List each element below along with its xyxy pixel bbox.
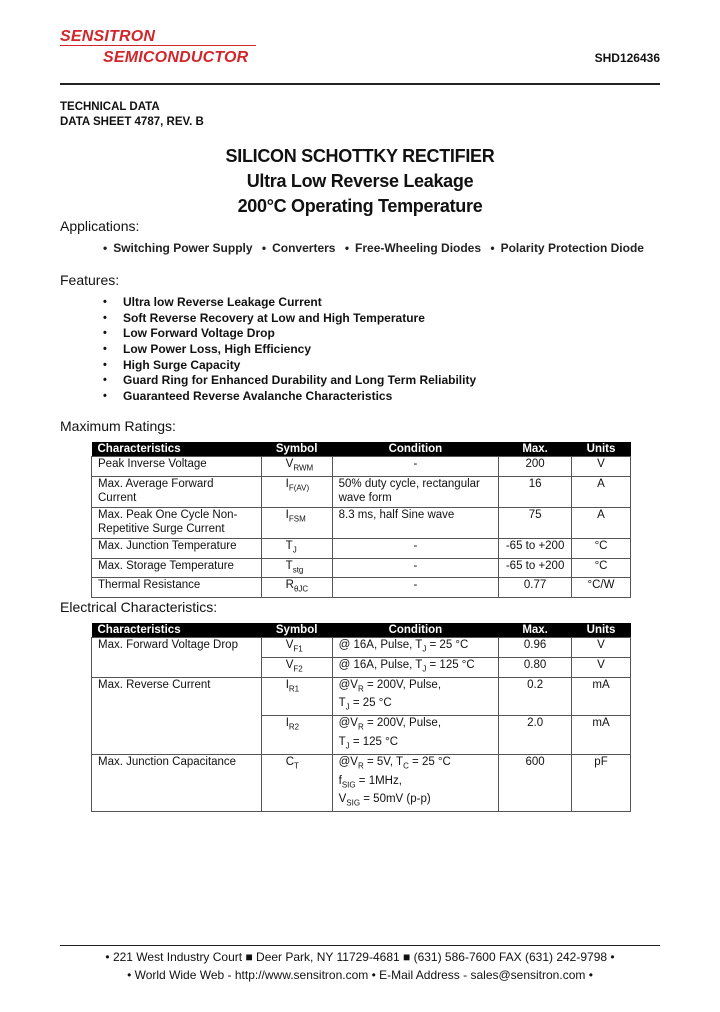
applications-heading: Applications: [60,218,140,234]
unit-cell: A [572,476,631,507]
condition-cell: - [332,558,499,578]
column-header: Symbol [261,442,332,457]
characteristic-cell: Max. Junction Temperature [92,538,262,558]
unit-cell: mA [572,677,631,716]
condition-cell: $@V_R = 200V$, Pulse, $T_J = 125$ °C [332,716,499,755]
application-item: Polarity Protection Diode [500,241,644,255]
feature-item: • Guard Ring for Enhanced Durability and Long Term Reliability [103,373,476,389]
symbol-cell: $R_{\theta JC}$ [261,578,332,598]
feature-item: • Guaranteed Reverse Avalanche Characteristics [103,389,476,405]
symbol-cell: $V_{F1}$ [261,638,332,658]
max-cell: 16 [499,476,572,507]
electrical-table [91,623,631,812]
symbol-cell: $I_{FSM}$ [261,507,332,538]
table-row [92,507,631,538]
table-row [92,558,631,578]
doc-subtitle-2: 200°C Operating Temperature [237,196,483,216]
column-header: Symbol [261,623,332,638]
table-row [92,476,631,507]
feature-item: • Low Forward Voltage Drop [103,326,476,342]
feature-item: • Ultra low Reverse Leakage Current [103,295,476,311]
applications-list: • Switching Power Supply • Converters • Free-Wheeling Diodes • Polarity Protection Diode [103,241,644,255]
column-header: Max. [499,442,572,457]
column-header: Units [572,623,631,638]
column-header: Max. [499,623,572,638]
max-cell: 2.0 [499,716,572,755]
unit-cell: mA [572,716,631,755]
characteristic-cell: Peak Inverse Voltage [92,457,262,477]
max-cell: 0.80 [499,657,572,677]
max-cell: 0.2 [499,677,572,716]
column-header: Units [572,442,631,457]
header-divider [60,83,660,85]
doc-title: SILICON SCHOTTKY RECTIFIER [225,146,495,166]
table-row [92,754,631,811]
condition-cell: $@V_R = 200V$, Pulse, $T_J = 25$ °C [332,677,499,716]
max-cell: 0.77 [499,578,572,598]
unit-cell: °C [572,558,631,578]
table-row [92,578,631,598]
features-heading: Features: [60,272,120,288]
symbol-cell: $V_{F2}$ [261,657,332,677]
application-item: Switching Power Supply [113,241,253,255]
doc-subtitle-1: Ultra Low Reverse Leakage [246,171,474,191]
max-cell: -65 to +200 [499,538,572,558]
characteristic-cell: Max. Storage Temperature [92,558,262,578]
symbol-cell: $I_{R2}$ [261,716,332,755]
table-row [92,677,631,716]
unit-cell: °C [572,538,631,558]
symbol-cell: $V_{RWM}$ [261,457,332,477]
max-ratings-table [91,442,631,598]
max-cell: 0.96 [499,638,572,658]
footer-divider [60,945,660,946]
feature-item: • Soft Reverse Recovery at Low and High Temperature [103,311,476,327]
application-item: Free-Wheeling Diodes [355,241,482,255]
footer-address: • 221 West Industry Court ■ Deer Park, NY 11729-4681 ■ (631) 586-7600 FAX (631) 242-9798 • [105,950,615,964]
condition-cell: - [332,538,499,558]
max-cell: 600 [499,754,572,811]
electrical-heading: Electrical Characteristics: [60,599,218,615]
table-row [92,538,631,558]
condition-cell: - [332,578,499,598]
unit-cell: V [572,457,631,477]
logo-semiconductor: SEMICONDUCTOR [103,49,249,66]
unit-cell: A [572,507,631,538]
max-cell: 200 [499,457,572,477]
condition-cell: 8.3 ms, half Sine wave [332,507,499,538]
max-cell: -65 to +200 [499,558,572,578]
symbol-cell: $T_J$ [261,538,332,558]
application-item: Converters [272,241,336,255]
characteristic-cell: Thermal Resistance [92,578,262,598]
unit-cell: °C/W [572,578,631,598]
technical-data-label: TECHNICAL DATA [60,101,160,113]
max-ratings-heading: Maximum Ratings: [60,418,176,434]
condition-cell: @ 16A, Pulse, $T_J = 125$ °C [332,657,499,677]
symbol-cell: $I_{F(AV)}$ [261,476,332,507]
characteristic-cell: Max. Forward Voltage Drop [92,638,262,678]
symbol-cell: $T_{stg}$ [261,558,332,578]
unit-cell: pF [572,754,631,811]
feature-item: • High Surge Capacity [103,358,476,374]
column-header: Characteristics [92,442,262,457]
datasheet-revision: DATA SHEET 4787, REV. B [60,116,204,128]
part-number: SHD126436 [594,51,660,65]
column-header: Condition [332,442,499,457]
logo-rule [60,45,256,46]
table-row [92,638,631,658]
condition-cell: @ 16A, Pulse, $T_J = 25$ °C [332,638,499,658]
features-list [103,295,476,405]
unit-cell: V [572,657,631,677]
characteristic-cell: Max. Junction Capacitance [92,754,262,811]
table-row [92,457,631,477]
symbol-cell: $C_T$ [261,754,332,811]
feature-item: • Low Power Loss, High Efficiency [103,342,476,358]
column-header: Characteristics [92,623,262,638]
column-header: Condition [332,623,499,638]
max-cell: 75 [499,507,572,538]
footer-contact: • World Wide Web - http://www.sensitron.com • E-Mail Address - sales@sensitron.com • [127,968,593,982]
unit-cell: V [572,638,631,658]
characteristic-cell: Max. Average Forward Current [92,476,262,507]
characteristic-cell: Max. Reverse Current [92,677,262,754]
logo-sensitron: SENSITRON [60,28,156,45]
condition-cell: 50% duty cycle, rectangular wave form [332,476,499,507]
condition-cell: - [332,457,499,477]
condition-cell: $@V_R = 5V$, $T_C = 25$ °C $f_{SIG} = 1MHz$, $V_{SIG} = 50mV$ (p-p) [332,754,499,811]
symbol-cell: $I_{R1}$ [261,677,332,716]
characteristic-cell: Max. Peak One Cycle Non-Repetitive Surge Current [92,507,262,538]
